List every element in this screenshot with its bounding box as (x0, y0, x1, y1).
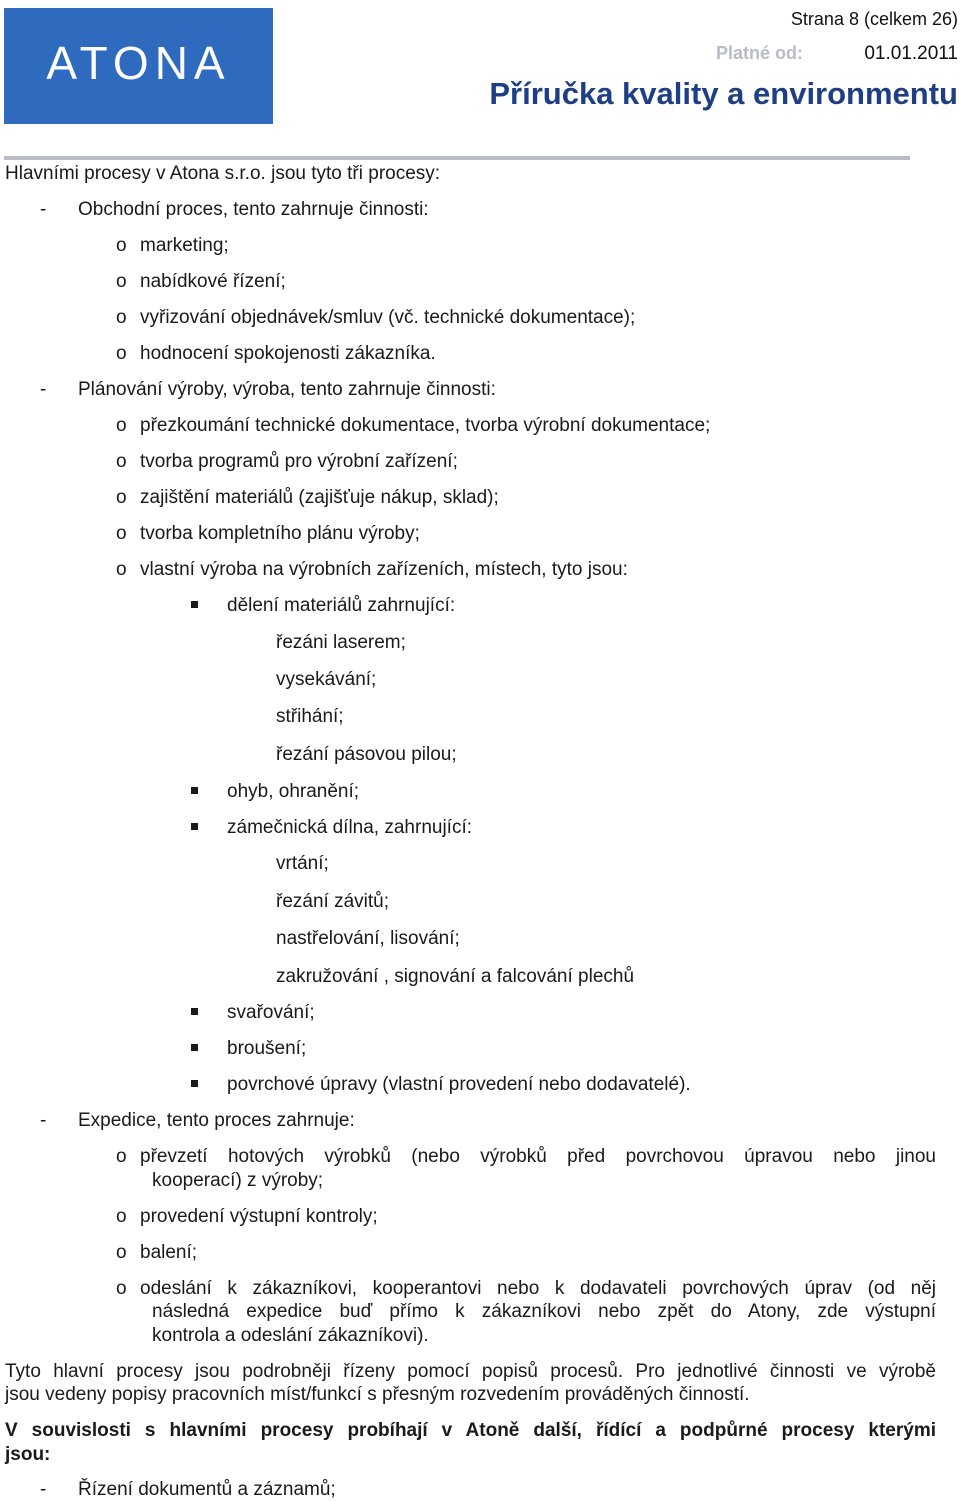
square-bullet (191, 601, 198, 608)
sub-item: vrtání; (276, 853, 329, 874)
valid-from-label: Platné od: (716, 43, 804, 63)
sub-item: řezání pásovou pilou; (276, 744, 457, 765)
process-commercial-title: Obchodní proces, tento zahrnuje činnosti: (78, 199, 429, 220)
sub-item: vysekávání; (276, 669, 377, 690)
dash-marker: - (40, 199, 47, 220)
list-item: povrchové úpravy (vlastní provedení nebo dodavatelé). (227, 1074, 691, 1095)
sub-item: řezání závitů; (276, 891, 389, 912)
circle-bullet: o (116, 487, 127, 508)
square-bullet (191, 1044, 198, 1051)
list-item-continuation: kontrola a odeslání zákazníkovi). (152, 1325, 429, 1346)
list-item: dělení materiálů zahrnující: (227, 595, 456, 616)
square-bullet (191, 1008, 198, 1015)
list-item: svařování; (227, 1002, 315, 1023)
intro-text: Hlavními procesy v Atona s.r.o. jsou tyto tři procesy: (5, 163, 441, 184)
sub-item: nastřelování, lisování; (276, 928, 460, 949)
company-logo (4, 8, 273, 124)
sub-item: řezáni laserem; (276, 632, 406, 653)
circle-bullet: o (116, 1206, 127, 1227)
circle-bullet: o (116, 343, 127, 364)
list-item: marketing; (140, 235, 229, 256)
list-item: tvorba programů pro výrobní zařízení; (140, 451, 458, 472)
list-item: vlastní výroba na výrobních zařízeních, místech, tyto jsou: (140, 559, 628, 580)
list-item: nabídkové řízení; (140, 271, 286, 292)
list-item: ohyb, ohranění; (227, 781, 360, 802)
paragraph-line: Tyto hlavní procesy jsou podrobněji řízeny pomocí popisů procesů. Pro jednotlivé činnosti ve výrobě (5, 1361, 936, 1382)
list-item: tvorba kompletního plánu výroby; (140, 523, 420, 544)
circle-bullet: o (116, 451, 127, 472)
circle-bullet: o (116, 307, 127, 328)
dash-marker: - (40, 1110, 47, 1131)
list-item: přezkoumání technické dokumentace, tvorba výrobní dokumentace; (140, 415, 711, 436)
list-item: balení; (140, 1242, 198, 1263)
list-item-continuation: kooperací) z výroby; (152, 1170, 324, 1191)
header-divider (4, 156, 910, 160)
circle-bullet: o (116, 1146, 127, 1167)
list-item: zámečnická dílna, zahrnující: (227, 817, 473, 838)
logo-text: ATONA (46, 37, 231, 89)
square-bullet (191, 823, 198, 830)
circle-bullet: o (116, 235, 127, 256)
bold-paragraph-line: V souvislosti s hlavními procesy probíhají v Atoně další, řídící a podpůrné procesy kterými (5, 1420, 936, 1441)
square-bullet (191, 787, 198, 794)
list-item: provedení výstupní kontroly; (140, 1206, 378, 1227)
process-production-title: Plánování výroby, výroba, tento zahrnuje činnosti: (78, 379, 496, 400)
list-item: hodnocení spokojenosti zákazníka. (140, 343, 436, 364)
valid-from-date: 01.01.2011 (864, 43, 958, 64)
process-expedition-title: Expedice, tento proces zahrnuje: (78, 1110, 355, 1131)
list-item: zajištění materiálů (zajišťuje nákup, sklad); (140, 487, 499, 508)
document-title: Příručka kvality a environmentu (489, 76, 958, 111)
circle-bullet: o (116, 1242, 127, 1263)
circle-bullet: o (116, 271, 127, 292)
circle-bullet: o (116, 1278, 127, 1299)
dash-marker: - (40, 379, 47, 400)
list-item: broušení; (227, 1038, 307, 1059)
list-item: Řízení dokumentů a záznamů; (78, 1479, 336, 1500)
circle-bullet: o (116, 415, 127, 436)
bold-paragraph-line: jsou: (5, 1444, 51, 1465)
list-item-continuation: následná expedice buď přímo k zákazníkovi nebo zpět do Atony, zde výstupní (152, 1301, 936, 1322)
sub-item: střihání; (276, 706, 344, 727)
circle-bullet: o (116, 559, 127, 580)
list-item: vyřizování objednávek/smluv (vč. technické dokumentace); (140, 307, 636, 328)
circle-bullet: o (116, 523, 127, 544)
sub-item: zakružování , signování a falcování plechů (276, 966, 635, 987)
square-bullet (191, 1080, 198, 1087)
dash-marker: - (40, 1479, 47, 1500)
paragraph-line: jsou vedeny popisy pracovních míst/funkcí s přesným rozvedením prováděných činností. (5, 1384, 750, 1405)
list-item: odeslání k zákazníkovi, kooperantovi nebo k dodavateli povrchových úprav (od něj (140, 1278, 936, 1299)
list-item: převzetí hotových výrobků (nebo výrobků před povrchovou úpravou nebo jinou (140, 1146, 936, 1167)
page-number: Strana 8 (celkem 26) (790, 9, 958, 29)
